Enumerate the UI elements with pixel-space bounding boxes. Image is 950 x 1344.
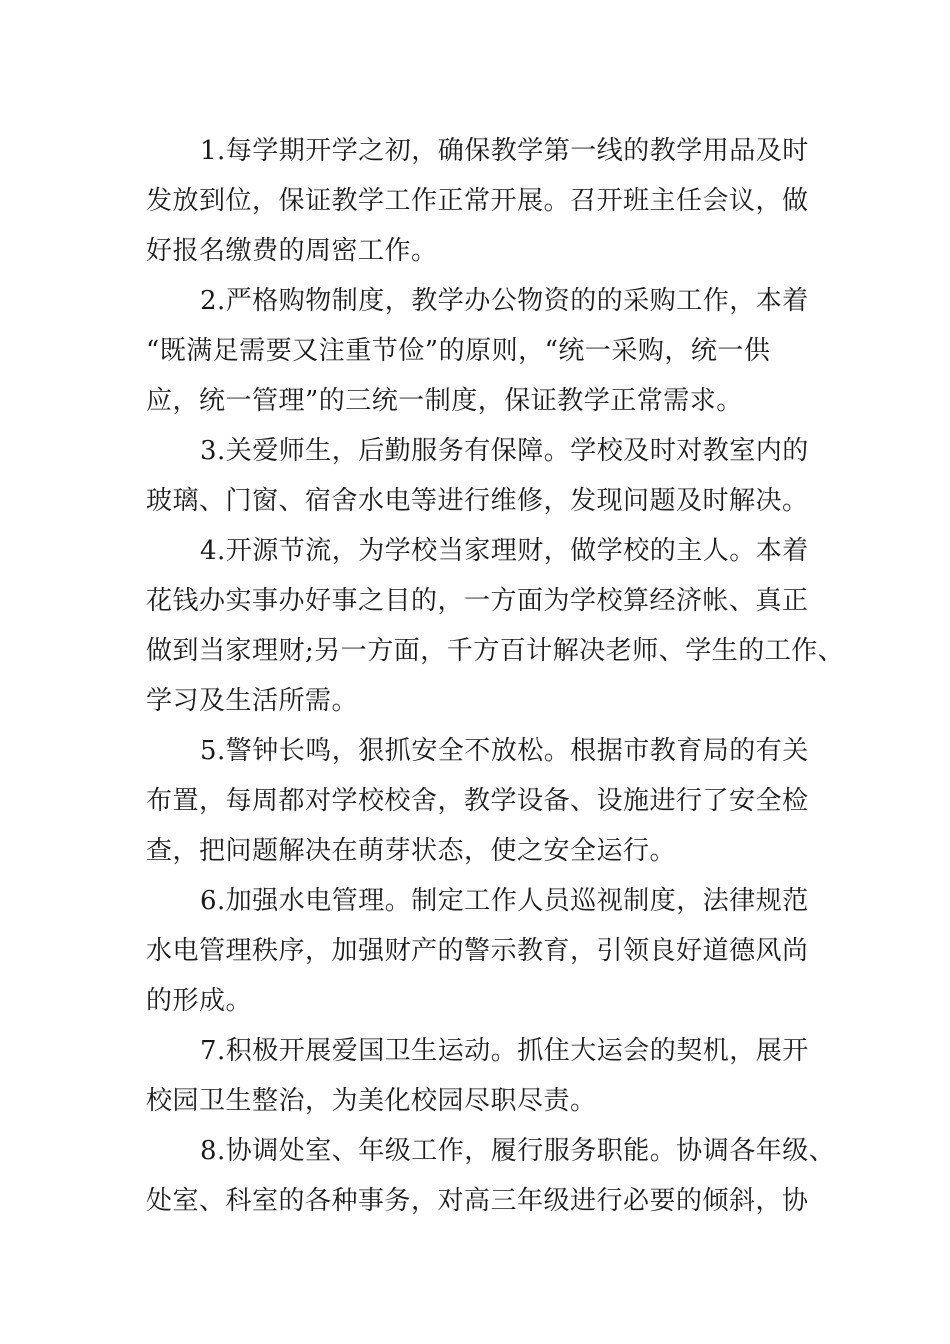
paragraph-line: 6.加强水电管理。制定工作人员巡视制度，法律规范 [200, 886, 809, 916]
paragraph-line: 查，把问题解决在萌芽状态，使之安全运行。 [146, 836, 677, 866]
paragraph-3 [146, 426, 810, 526]
paragraph-line: 应，统一管理”的三统一制度，保证教学正常需求。 [146, 386, 743, 416]
paragraph-5 [146, 726, 810, 876]
paragraph-line: 水电管理秩序，加强财产的警示教育，引领良好道德风尚 [146, 936, 809, 966]
paragraph-line: 处室、科室的各种事务，对高三年级进行必要的倾斜，协 [146, 1186, 809, 1216]
paragraph-line: 5.警钟长鸣，狠抓安全不放松。根据市教育局的有关 [200, 736, 809, 766]
paragraph-line: “既满足需要又注重节俭”的原则，“统一采购，统一供 [146, 336, 771, 366]
paragraph-4 [146, 526, 845, 726]
paragraph-line: 的形成。 [146, 986, 253, 1016]
paragraph-line: 校园卫生整治，为美化校园尽职尽责。 [146, 1086, 597, 1116]
paragraph-line: 布置，每周都对学校校舍，教学设备、设施进行了安全检 [146, 786, 809, 816]
paragraph-2 [146, 276, 810, 426]
paragraph-line: 发放到位，保证教学工作正常开展。召开班主任会议，做 [146, 186, 809, 216]
paragraph-line: 学习及生活所需。 [146, 686, 359, 716]
paragraph-line: 8.协调处室、年级工作，履行服务职能。协调各年级、 [200, 1136, 836, 1166]
paragraph-line: 4.开源节流，为学校当家理财，做学校的主人。本着 [200, 536, 809, 566]
paragraph-line: 7.积极开展爱国卫生运动。抓住大运会的契机，展开 [200, 1036, 809, 1066]
paragraph-6 [146, 876, 810, 1026]
paragraph-line: 做到当家理财;另一方面，千方百计解决老师、学生的工作、 [146, 636, 845, 666]
paragraph-line: 花钱办实事办好事之目的，一方面为学校算经济帐、真正 [146, 586, 809, 616]
paragraph-7 [146, 1026, 810, 1126]
paragraph-8 [146, 1126, 836, 1226]
paragraph-line: 玻璃、门窗、宿舍水电等进行维修，发现问题及时解决。 [146, 486, 809, 516]
document-body [146, 126, 845, 1226]
paragraph-line: 3.关爱师生，后勤服务有保障。学校及时对教室内的 [200, 436, 809, 466]
paragraph-line: 1.每学期开学之初，确保教学第一线的教学用品及时 [200, 136, 809, 166]
paragraph-line: 2.严格购物制度，教学办公物资的的采购工作，本着 [200, 286, 809, 316]
paragraph-line: 好报名缴费的周密工作。 [146, 236, 438, 266]
paragraph-1 [146, 126, 810, 276]
